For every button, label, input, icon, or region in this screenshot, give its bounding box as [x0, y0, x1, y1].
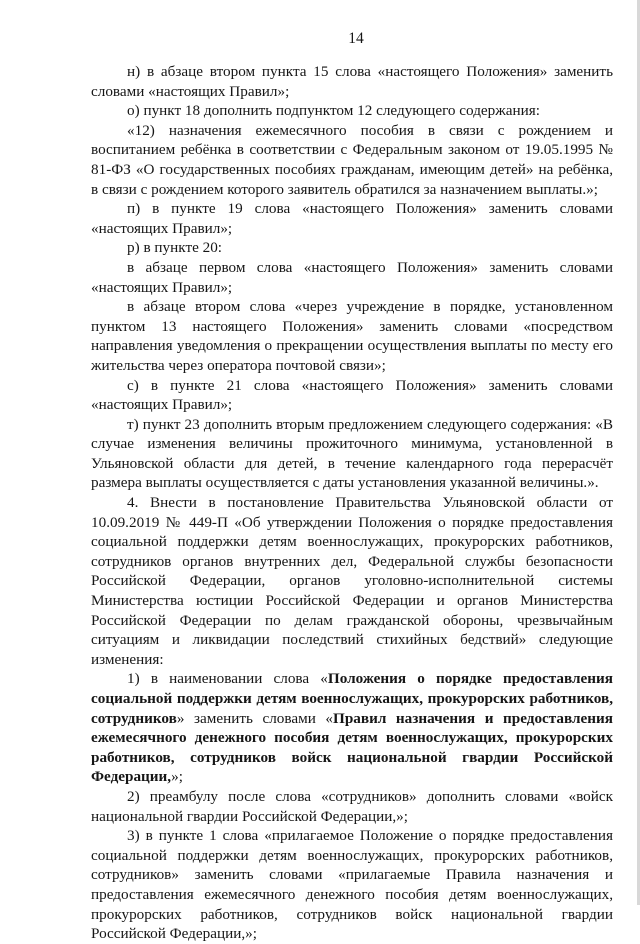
paragraph [91, 493, 613, 669]
bold-text: Положения о порядке предоставления социальной поддержки детям военнослужащих, прокурорских работников, сотрудников [91, 670, 613, 727]
text-run: »; [171, 768, 183, 786]
text-run: 3) в пункте 1 слова «прилагаемое Положение о порядке предоставления социальной поддержки детям военнослужащих, прокурорских работников, сотрудников» заменить словами «прилагаемые Правила назначения и предоставления ежемесячного денежного пособия детям военнослужащих, прокурорских работников, сотрудников войск национальной гвардии Российской Федерации,»; [91, 827, 613, 943]
paragraph [91, 826, 613, 944]
paragraph [91, 669, 613, 787]
text-run: » заменить словами « [176, 709, 334, 727]
paragraph [91, 376, 613, 415]
text-run: н) в абзаце втором пункта 15 слова «настоящего Положения» заменить словами «настоящих Правил»; [91, 63, 613, 100]
text-run: 2) преамбулу после слова «сотрудников» дополнить словами «войск национальной гвардии Российской Федерации,»; [91, 787, 613, 825]
paragraph [91, 787, 613, 826]
paragraph [91, 297, 613, 375]
page-number: 14 [348, 30, 364, 47]
text-run: 1) в наименовании слова « [127, 670, 328, 688]
paragraph [91, 238, 613, 258]
text-run: о) пункт 18 дополнить подпунктом 12 следующего содержания: [127, 102, 540, 120]
paragraph [91, 101, 613, 121]
paragraph [91, 62, 613, 101]
text-run: «12) назначения ежемесячного пособия в связи с рождением и воспитанием ребёнка в соответствии с Федеральным законом от 19.05.1995 № 81-ФЗ «О государственных пособиях гражданам, имеющим детей» на ребёнка, в связи с рождением которого заявитель обратился за назначением выплаты.»; [91, 121, 613, 198]
paragraph [91, 258, 613, 297]
text-run: в абзаце втором слова «через учреждение в порядке, установленном пунктом 13 настоящего Положения» заменить словами «посредством направления уведомления о прекращении осуществления выплаты по месту его жительства через оператора почтовой связи»; [91, 298, 613, 374]
text-run: т) пункт 23 дополнить вторым предложением следующего содержания: «В случае изменения величины прожиточного минимума, установленной в Ульяновской области для детей, в течение календарного года перерасчёт размера выплаты осуществляется с даты установления указанной величины.». [91, 415, 613, 492]
text-run: с) в пункте 21 слова «настоящего Положения» заменить словами «настоящих Правил»; [91, 376, 613, 414]
text-run: р) в пункте 20: [127, 239, 223, 257]
text-run: 4. Внести в постановление Правительства Ульяновской области от 10.09.2019 № 449-П «Об утверждении Положения о порядке предоставления социальной поддержки детям военнослужащих, прокурорских работников, сотрудников органов внутренних дел, Федеральной службы безопасности Российской Федерации, органов уголовно-исполнительной системы Министерства юстиции Российской Федерации и органов Министерства Российской Федерации по делам гражданской обороны, чрезвычайным ситуациям и ликвидации последствий стихийных бедствий» следующие изменения: [91, 494, 613, 668]
document-body [91, 62, 613, 944]
paragraph [91, 121, 613, 199]
text-run: п) в пункте 19 слова «настоящего Положения» заменить словами «настоящих Правил»; [91, 200, 613, 237]
bold-text: Правил назначения и предоставления ежемесячного денежного пособия детям военнослужащих, прокурорских работников, сотрудников войск национальной гвардии Российской Федерации, [91, 709, 613, 786]
paragraph [91, 415, 613, 493]
text-run: в абзаце первом слова «настоящего Положения» заменить словами «настоящих Правил»; [91, 258, 613, 296]
paragraph [91, 199, 613, 238]
